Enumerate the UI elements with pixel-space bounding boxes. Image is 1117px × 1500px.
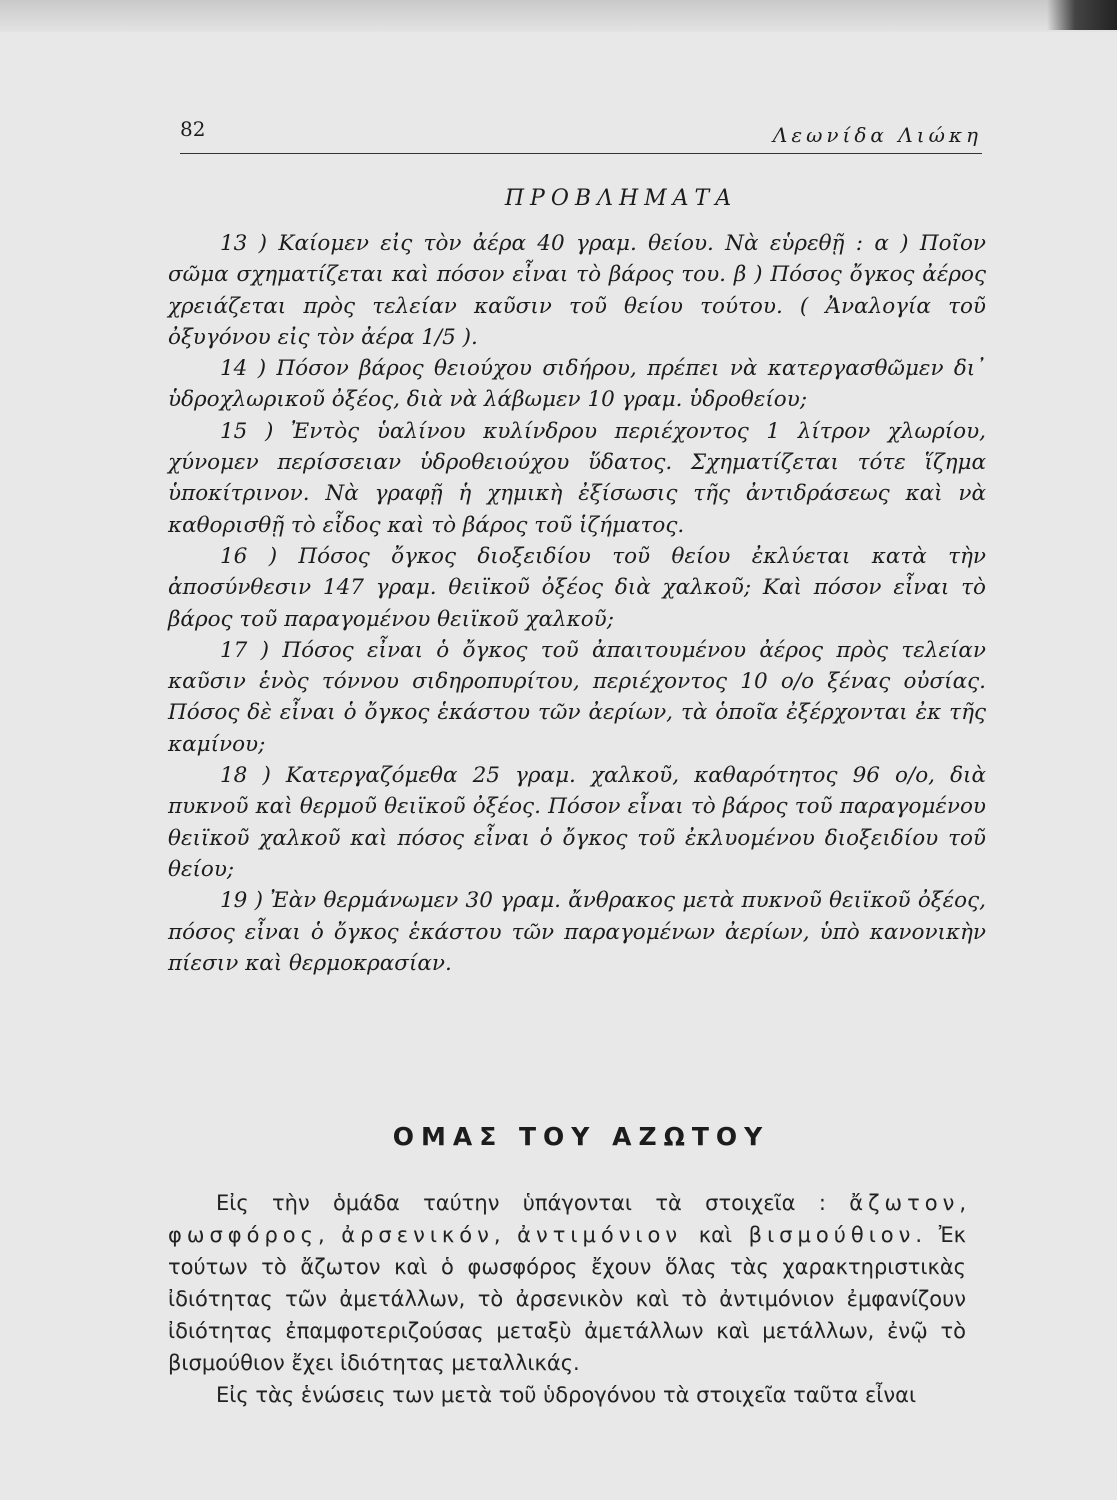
problem-15: 15 ) Ἐντὸς ὑαλίνου κυλίνδρου περιέχοντος 1 λίτρον χλωρίου, χύνομεν περίσσειαν ὑδροθειούχου ὕδατος. Σχηματίζεται τότε ἵζημα ὑποκίτρινον. Νὰ γραφῇ ἡ χημικὴ ἐξίσωσις τῆς ἀντιδράσεως καὶ νὰ καθορισθῇ τὸ εἶδος καὶ τὸ βάρος τοῦ ἱζήματος. [168, 418, 986, 538]
element-antimony: ἀντιμόνιον [517, 1223, 683, 1247]
paragraph-intro: Εἰς τὴν ὁμάδα ταύτην ὑπάγονται τὰ στοιχεῖα : [216, 1191, 850, 1215]
scan-top-margin [0, 0, 1117, 33]
problem-18: 18 ) Κατεργαζόμεθα 25 γραμ. χαλκοῦ, καθαρότητος 96 ο/ο, διὰ πυκνοῦ καὶ θερμοῦ θειϊκοῦ ὀξέος. Πόσον εἶναι τὸ βάρος τοῦ παραγομένου θειϊκοῦ χαλκοῦ καὶ πόσος εἶναι ὁ ὄγκος τοῦ ἐκλυομένου διοξειδίου τοῦ θείου; [168, 763, 986, 882]
problems-heading: ΠΡΟΒΛΗΜΑΤΑ [504, 186, 738, 211]
scan-corner-mark [1047, 0, 1117, 30]
book-page [0, 32, 1117, 1500]
problem-19: 19 ) Ἐὰν θερμάνωμεν 30 γραμ. ἄνθρακος μετὰ πυκνοῦ θειϊκοῦ ὀξέος, πόσος εἶναι ὁ ὄγκος ἑκάστου τῶν παραγομένων ἀερίων, ὑπὸ κανονικὴν πίεσιν καὶ θερμοκρασίαν. [168, 888, 986, 976]
problem-17: 17 ) Πόσος εἶναι ὁ ὄγκος τοῦ ἀπαιτουμένου ἀέρος πρὸς τελείαν καῦσιν ἑνὸς τόννου σιδηροπυρίτου, περιέχοντος 10 ο/ο ξένας οὐσίας. Πόσος δὲ εἶναι ὁ ὄγκος ἑκάστου τῶν ἀερίων, τὰ ὁποῖα ἐξέρχονται ἐκ τῆς καμίνου; [168, 637, 986, 757]
page-number: 82 [180, 117, 206, 141]
problems-list [168, 228, 986, 979]
page-header [180, 117, 982, 154]
element-phosphorus: φωσφόρος [168, 1223, 318, 1247]
paragraph-elements: Εἰς τὴν ὁμάδα ταύτην ὑπάγονται τὰ στοιχεῖα : ἄζωτον, φωσφόρος, ἀρσενικόν, ἀντιμόνιον καὶ βισμούθιον. Ἐκ τούτων τὸ ἄζωτον καὶ ὁ φωσφόρος ἔχουν ὅλας τὰς χαρακτηριστικὰς ἰδιότητας τῶν ἀμετάλλων, τὸ ἀρσενικὸν καὶ τὸ ἀντιμόνιον ἐμφανίζουν ἰδιότητας ἐπαμφοτεριζούσας μεταξὺ ἀμετάλλων καὶ μετάλλων, ἐνῷ τὸ βισμούθιον ἔχει ἰδιότητας μεταλλικάς. [168, 1191, 966, 1375]
paragraph-properties: Ἐκ τούτων τὸ ἄζωτον καὶ ὁ φωσφόρος ἔχουν ὅλας τὰς χαρακτηριστικὰς ἰδιότητας τῶν ἀμετάλλων, τὸ ἀρσενικὸν καὶ τὸ ἀντιμόνιον ἐμφανίζουν ἰδιότητας ἐπαμφοτεριζούσας μεταξὺ ἀμετάλλων καὶ μετάλλων, ἐνῷ τὸ βισμούθιον ἔχει ἰδιότητας μεταλλικάς. [168, 1223, 966, 1375]
element-arsenic: ἀρσενικόν [341, 1223, 494, 1247]
problem-16: 16 ) Πόσος ὄγκος διοξειδίου τοῦ θείου ἐκλύεται κατὰ τὴν ἀποσύνθεσιν 147 γραμ. θειϊκοῦ ὀξέος διὰ χαλκοῦ; Καὶ πόσον εἶναι τὸ βάρος τοῦ παραγομένου θειϊκοῦ χαλκοῦ; [168, 543, 986, 632]
nitrogen-group-text [168, 1187, 966, 1411]
element-nitrogen: ἄζωτον [849, 1191, 960, 1215]
element-bismuth: βισμούθιον [748, 1223, 916, 1247]
paragraph-hydrogen-compounds: Εἰς τὰς ἑνώσεις των μετὰ τοῦ ὑδρογόνου τὰ στοιχεῖα ταῦτα εἶναι [216, 1383, 917, 1407]
nitrogen-group-heading: ΟΜΑΣ ΤΟΥ ΑΖΩΤΟΥ [392, 1122, 770, 1151]
running-head: Λεωνίδα Λιώκη [772, 123, 982, 147]
problem-13: 13 ) Καίομεν εἰς τὸν ἀέρα 40 γραμ. θείου. Νὰ εὑρεθῇ : α ) Ποῖον σῶμα σχηματίζεται καὶ πόσον εἶναι τὸ βάρος του. β ) Πόσος ὄγκος ἀέρος χρειάζεται πρὸς τελείαν καῦσιν τοῦ θείου τούτου. ( Ἀναλογία τοῦ ὀξυγόνου εἰς τὸν ἀέρα 1/5 ). [168, 231, 986, 350]
problem-14: 14 ) Πόσον βάρος θειούχου σιδήρου, πρέπει νὰ κατεργασθῶμεν δι᾽ ὑδροχλωρικοῦ ὀξέος, διὰ νὰ λάβωμεν 10 γραμ. ὑδροθείου; [168, 356, 986, 413]
